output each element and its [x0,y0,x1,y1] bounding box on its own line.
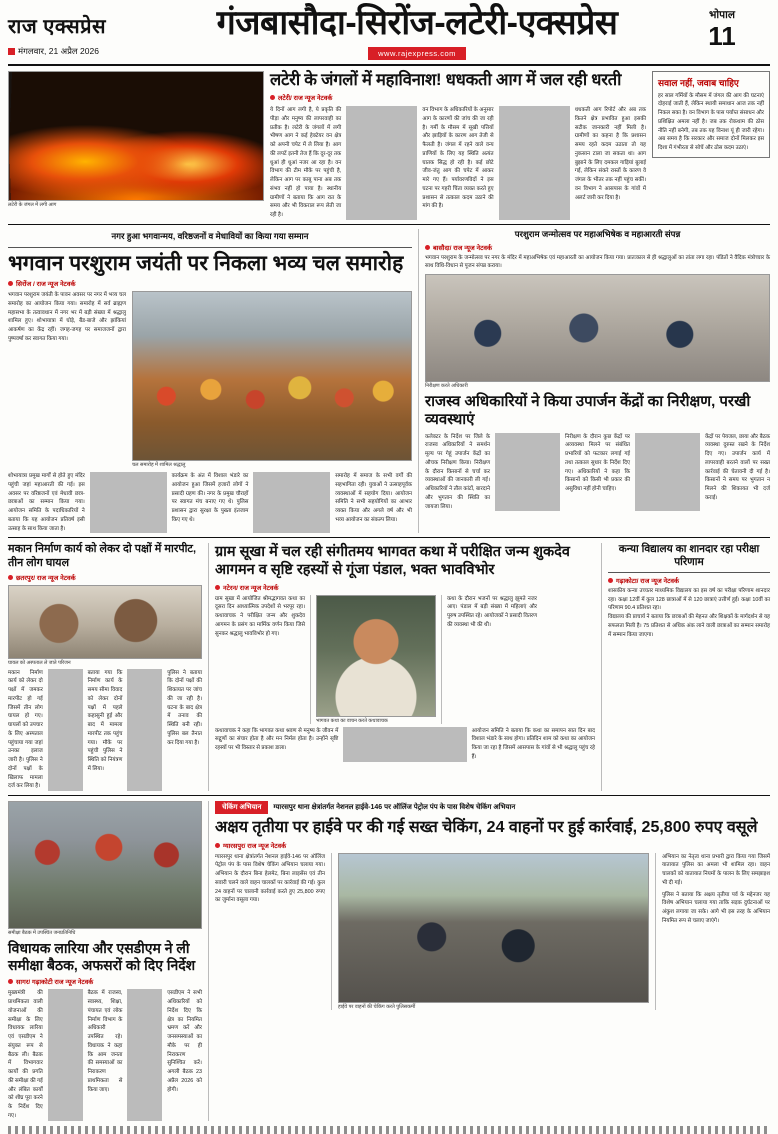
date-marker-icon [8,48,15,55]
rajasva-columns [425,433,770,512]
byline-dot-icon [425,245,430,250]
checking-col-2b: पुलिस ने बताया कि अक्षय तृतीया पर्व के मद्देनजर यह विशेष अभियान चलाया गया ताकि सड़क दुर्घटनाओं पर अंकुश लगाया जा सके। आगे भी इस तरह के अभियान नियमित रूप से चलाए जाएंगे। [662,891,770,924]
bottom-registration-band [8,1126,770,1134]
checking-byline [215,841,770,850]
parshuram-kicker: नगर हुआ भगवान्मय, वरिष्ठजनों व मेधावियों का किया गया सम्मान [111,230,309,241]
rajasva-photo-caption: निरीक्षण करते अधिकारी [425,383,468,390]
makan-col-2: बताया गया कि निर्माण कार्य के समय सीमा विवाद को लेकर दोनों पक्षों में पहले कहासुनी हुई और बाद में मामला मारपीट तक पहुंच गया। मौके पर पहुंची पुलिस ने स्थिति को नियंत्रण में लिया। [87,669,123,772]
makan-story [8,543,202,791]
katha-body [215,595,595,724]
parshuram-col-3: कार्यक्रम के अंत में विशाल भंडारे का आयोजन हुआ जिसमें हजारों लोगों ने प्रसादी ग्रहण की। नगर के प्रमुख चौराहों पर स्वागत मंच बनाए गए थे। पुलिस प्रशासन द्वारा सुरक्षा के पुख्ता इंतजाम किए गए थे। [171,473,249,523]
kanya-headline: कन्या विद्यालय का शानदार रहा परीक्षा परिणाम [618,543,760,569]
publication-date [8,46,160,57]
rajasva-col-1: कलेक्टर के निर्देश पर जिले के राजस्व अधिकारियों ने समर्थन मूल्य पर गेहूं उपार्जन केंद्रों का औचक निरीक्षण किया। निरीक्षण के दौरान किसानों से चर्चा कर व्यवस्थाओं की जानकारी ली गई। अधिकारियों ने तौल कांटों, बारदाने और भुगतान की स्थिति का जायजा लिया। [425,433,490,510]
makan-headline: मकान निर्माण कार्य को लेकर दो पक्षों में मारपीट, तीन लोग घायल [8,543,197,569]
vidhayak-photo-caption: समीक्षा बैठक में उपस्थित जनप्रतिनिधि [8,930,76,937]
byline-dot-icon [270,95,275,100]
katha-lower-columns [215,727,595,762]
lead-photo-wrap [8,71,264,220]
checking-photo-wrap [338,853,649,1010]
third-band [8,543,770,791]
parshuram-photo-caption: चल समारोह में शामिल श्रद्धालु [132,462,186,469]
vidhayak-col-3: एसडीएम ने सभी अधिकारियों को निर्देश दिए कि क्षेत्र का नियमित भ्रमण करें और जनसमस्याओं का मौके पर ही निराकरण सुनिश्चित करें। अगली बैठक 23 अप्रैल 2026 को होगी। [167,990,202,1093]
katha-photo-caption: भागवत कथा का वाचन करते कथावाचक [316,717,388,724]
second-band [8,229,770,533]
rajasva-kicker: परशुराम जन्मोत्सव पर महाअभिषेक व महाआरती संपन्न [514,228,681,239]
parshuram-headline: भगवान परशुराम जयंती पर निकला भव्य चल समारोह [8,251,404,275]
parshuram-photo-wrap [132,291,412,468]
edition-title: गंजबासौदा-सिरोंज-लटेरी-एक्सप्रेस [216,4,618,42]
katha-headline: ग्राम सूखा में चल रही संगीतमय भागवत कथा में परीक्षित जन्म शुकदेव आगमन व सृष्टि रहस्यों से गूंजा पंडाल, भक्त भावविभोर [215,544,570,579]
byline-dot-icon [215,585,220,590]
katha-story [215,543,595,791]
checking-col-2 [662,853,770,1010]
rajasva-photo [425,274,770,382]
vidhayak-photo [8,801,202,929]
makan-byline-text: छतरपुर/ राज न्यूज नेटवर्क [16,574,76,582]
parshuram-body [8,291,412,468]
kanya-col-2: विद्यालय की प्राचार्य ने बताया कि छात्राओं की मेहनत और शिक्षकों के मार्गदर्शन से यह सफलता मिली है। 75 प्रतिशत से अधिक अंक लाने वाली छात्राओं का सम्मान समारोह में सम्मान किया जाएगा। [608,614,770,638]
makan-col-3: पुलिस ने बताया कि दोनों पक्षों की शिकायत पर जांच की जा रही है। घटना के बाद क्षेत्र में तनाव की स्थिति बनी रही। पुलिस बल तैनात कर दिया गया है। [167,669,202,746]
lead-byline-text: लटेरी/ राज न्यूज नेटवर्क [278,95,333,103]
kanya-byline-text: गढ़ाकोटा/ राज न्यूज नेटवर्क [616,577,680,585]
website-url[interactable]: www.rajexpress.com [368,47,466,60]
lead-columns [270,106,646,220]
vidhayak-byline-text: सागर/ गढ़ाकोटी राज न्यूज नेटवर्क [16,979,94,987]
quote-box-title: सवाल नहीं, जवाब चाहिए [658,77,739,88]
byline-dot-icon [8,575,13,580]
rajasva-byline-text: बासौदा/ राज न्यूज नेटवर्क [433,244,492,252]
lead-col-3: धधकती आग रिपोर्ट और अब तक कितने क्षेत्र प्रभावित हुआ इसकी सटीक जानकारी नहीं मिली है। ग्रामीणों का कहना है कि प्रशासन समय रहते कदम उठाता तो यह नुकसान टाला जा सकता था। आग बुझाने के लिए दमकल गाड़ियां बुलाई गईं, लेकिन संकरे रास्तों के कारण वे जंगल के भीतर तक नहीं पहुंच सकीं। वन विभाग ने आसपास के गांवों में अलर्ट जारी कर दिया है। [574,107,647,201]
parshuram-byline-text: सिरोंज / राज न्यूज नेटवर्क [16,281,76,289]
katha-byline-text: नटेरन/ राज न्यूज नेटवर्क [223,584,279,592]
katha-col-3: कथावाचक ने कहा कि भागवत कथा श्रवण से मनुष्य के जीवन में सद्गुणों का संचार होता है और मन निर्मल होता है। उन्होंने सृष्टि रहस्यों पर भी विस्तार से प्रकाश डाला। [215,727,339,752]
makan-photo [8,585,202,659]
lead-col-1: ये दिनों आग लगी है, ये प्रकृति की पीड़ा और मनुष्य की लापरवाही का प्रतीक है। लटेरी के जंगलों में लगी भीषण आग ने कई हेक्टेयर वन क्षेत्र को अपनी चपेट में ले लिया है। आग की लपटें इतनी तेज हैं कि दूर-दूर तक धुआं ही धुआं नजर आ रहा है। वन विभाग की टीम मौके पर पहुंची है, लेकिन आग पर काबू पाना अब तक संभव नहीं हो पाया है। स्थानीय ग्रामीणों ने बताया कि आग रात के समय और भी विकराल रूप लेती जा रही है। [270,107,342,219]
page-number: 11 [708,21,736,51]
katha-photo-wrap [316,595,436,724]
kanya-byline [608,576,770,585]
masthead-right [674,6,770,49]
quote-box-text: हर साल गर्मियों के मौसम में जंगल की आग की घटनाएं दोहराई जाती हैं, लेकिन स्थायी समाधान आज तक नहीं निकल सका है। वन विभाग के पास पर्याप्त संसाधन और प्रशिक्षित अमला नहीं है। जब तक रोकथाम की ठोस नीति नहीं बनेगी, तब तक यह विनाश यूं ही जारी रहेगा। अब समय है कि सरकार और समाज दोनों मिलकर इस दिशा में गंभीरता से सोचें और ठोस कदम उठाएं। [658,92,764,152]
publication-logo: राज एक्सप्रेस [8,16,107,38]
rajasva-kicker-body: भगवान परशुराम के जन्मोत्सव पर नगर के मंदिर में महाअभिषेक एवं महाआरती का आयोजन किया गया। प्रातःकाल से ही श्रद्धालुओं का तांता लगा रहा। पंडितों ने वैदिक मंत्रोच्चार के साथ विधि-विधान से पूजन संपन्न कराया। [425,254,770,270]
lead-text-block [270,71,646,220]
checking-photo-caption: हाईवे पर वाहनों की चेकिंग करते पुलिसकर्मी [338,1003,416,1010]
vidhayak-col-2: बैठक में राजस्व, स्वास्थ्य, शिक्षा, पंचायत एवं लोक निर्माण विभाग के अधिकारी उपस्थित रहे। विधायक ने कहा कि आम जनता की समस्याओं का निराकरण प्राथमिकता से किया जाए। [87,990,123,1093]
parshuram-col-2: शोभायात्रा प्रमुख मार्गों से होते हुए मंदिर पहुंची जहां महाआरती की गई। इस अवसर पर वरिष्ठजनों एवं मेधावी छात्र-छात्राओं का सम्मान किया गया। आयोजन समिति के पदाधिकारियों ने बताया कि यह आयोजन प्रतिवर्ष इसी उत्साह के साथ किया जाता है। [8,473,85,532]
checking-photo [338,853,649,1003]
checking-headline: अक्षय तृतीया पर हाईवे पर की गई सख्त चेकिंग, 24 वाहनों पर हुई कार्रवाई, 25,800 रुपए वसूले [215,819,758,837]
vidhayak-columns [8,989,202,1120]
katha-byline [215,583,595,592]
kanya-col-1: शासकीय कन्या उच्चतर माध्यमिक विद्यालय का इस वर्ष का परीक्षा परिणाम शानदार रहा। कक्षा 12वीं में कुल 128 छात्राओं में से 120 छात्राएं उत्तीर्ण हुईं। कक्षा 10वीं का परिणाम 90.4 प्रतिशत रहा। [608,587,770,612]
fourth-band [8,801,770,1120]
vidhayak-story [8,801,202,1120]
date-text: मंगलवार, 21 अप्रैल 2026 [18,46,99,56]
checking-col-2a: अभियान का नेतृत्व थाना प्रभारी द्वारा किया गया जिसमें यातायात पुलिस का अमला भी शामिल रहा। वाहन चालकों को यातायात नियमों के पालन के लिए समझाइश भी दी गई। [662,853,770,886]
quote-box [652,71,770,158]
parshuram-photo [132,291,412,461]
vidhayak-byline [8,977,202,986]
makan-columns [8,669,202,792]
katha-col-4: आयोजन समिति ने बताया कि कथा का समापन सात दिन बाद विशाल भंडारे के साथ होगा। प्रतिदिन शाम को कथा का आयोजन किया जा रहा है जिसमें आसपास के गांवों से भी श्रद्धालु पहुंच रहे हैं। [471,727,595,760]
masthead-left [8,6,160,57]
lead-photo [8,71,264,201]
parshuram-col-4: समारोह में समाज के सभी वर्गों की सहभागिता रही। युवाओं ने उत्साहपूर्वक व्यवस्थाओं में सहयोग दिया। आयोजन समिति ने सभी सहयोगियों का आभार व्यक्त किया और अगले वर्ष और भी भव्य आयोजन का संकल्प लिया। [335,473,412,523]
byline-dot-icon [8,281,13,286]
katha-photo [316,595,436,717]
byline-dot-icon [8,979,13,984]
lead-story [8,71,770,220]
katha-col-2: कथा के दौरान भजनों पर श्रद्धालु झूमते नजर आए। पंडाल में बड़ी संख्या में महिलाएं और पुरुष उपस्थित रहे। आयोजकों ने प्रसादी वितरण की व्यवस्था भी की थी। [447,595,537,628]
katha-col-1: ग्राम सूखा में आयोजित श्रीमद्भागवत कथा का दूसरा दिन आध्यात्मिक उपदेशों से भरपूर रहा। कथावाचक ने परीक्षित जन्म और शुकदेव आगमन के प्रसंग का मार्मिक वर्णन किया जिसे सुनकर श्रद्धालु भावविभोर हो गए। [215,595,305,637]
masthead [8,6,770,66]
lead-sidebar [652,71,770,220]
checking-tag: चेकिंग अभियान [215,801,268,814]
byline-dot-icon [608,578,613,583]
parshuram-story [8,229,412,533]
masthead-center [160,6,674,61]
vidhayak-col-1: मुख्यमंत्री की प्राथमिकता वाली योजनाओं की समीक्षा के लिए विधायक लारिया एवं एसडीएम ने संयुक्त रूप से बैठक ली। बैठक में विभागवार कार्यों की प्रगति की समीक्षा की गई और लंबित कार्यों को शीघ्र पूरा करने के निर्देश दिए गए। [8,990,43,1119]
lead-byline [270,93,646,102]
makan-photo-caption: घायल को अस्पताल ले जाते परिजन [8,659,71,666]
lead-col-2: वन विभाग के अधिकारियों के अनुसार आग के कारणों की जांच की जा रही है। गर्मी के मौसम में सूखी पत्तियों और झाड़ियों के कारण आग तेजी से फैलती है। जंगल में रहने वाले वन्य प्राणियों के लिए यह स्थिति अत्यंत घातक सिद्ध हो रही है। कई छोटे जीव-जंतु आग की चपेट में आकर मारे गए हैं। पर्यावरणविदों ने इस घटना पर गहरी चिंता व्यक्त करते हुए प्रशासन से तत्काल कदम उठाने की मांग की है। [422,107,494,210]
rajasva-col-3: केंद्रों पर पेयजल, छाया और बैठक व्यवस्था दुरुस्त रखने के निर्देश दिए गए। उपार्जन कार्य में लापरवाही बरतने वालों पर सख्त कार्रवाई की चेतावनी दी गई है। किसानों ने समय पर भुगतान न मिलने की शिकायत भी दर्ज कराई। [705,433,770,501]
parshuram-byline [8,279,412,288]
rajasva-col-2: निरीक्षण के दौरान कुछ केंद्रों पर अव्यवस्था मिलने पर संबंधित प्रभारियों को फटकार लगाई गई तथा तत्काल सुधार के निर्देश दिए गए। अधिकारियों ने कहा कि किसानों को किसी भी प्रकार की असुविधा नहीं होनी चाहिए। [565,433,630,493]
lead-headline: लटेरी के जंगलों में महाविनाश! धधकती आग में जल रही धरती [270,70,622,89]
makan-byline [8,573,202,582]
checking-byline-text: ग्यारसपुर/ राज न्यूज नेटवर्क [223,842,287,850]
makan-col-1: मकान निर्माण कार्य को लेकर दो पक्षों में जमकर मारपीट हो गई जिसमें तीन लोग घायल हो गए। घायलों को उपचार के लिए अस्पताल पहुंचाया गया जहां उनका इलाज जारी है। पुलिस ने दोनों पक्षों के खिलाफ मामला दर्ज कर लिया है। [8,669,43,790]
checking-tagline: ग्यारसपुर थाना क्षेत्रांतर्गत नेशनल हाईवे-146 पर ऑलिंज पेट्रोल पंप के पास विशेष चेकिंग अभियान [273,804,516,812]
checking-body [215,853,770,1010]
kanya-story [608,543,770,791]
rajasva-story [425,229,770,533]
checking-story [215,801,770,1120]
parshuram-col-1: भगवान परशुराम जयंती के पावन अवसर पर नगर में भव्य चल समारोह का आयोजन किया गया। समारोह में सर्व ब्राह्मण महासभा के तत्वावधान में नगर भर में बड़ी संख्या में श्रद्धालु शामिल हुए। शोभायात्रा में घोड़े, बैंड-बाजे और झांकियां आकर्षण का केंद्र रहीं। जगह-जगह पर समाजजनों द्वारा पुष्पवर्षा कर स्वागत किया गया। [8,292,126,342]
checking-col-1: ग्यारसपुर थाना क्षेत्रांतर्गत नेशनल हाईवे-146 पर ऑलिंज पेट्रोल पंप के पास विशेष चेकिंग अभियान चलाया गया। अभियान के दौरान बिना हेलमेट, बिना लाइसेंस एवं तीन सवारी चलने वाले वाहन चालकों पर कार्रवाई की गई। कुल 24 वाहनों पर चालानी कार्रवाई करते हुए 25,800 रुपए का जुर्माना वसूला गया। [215,853,325,904]
byline-dot-icon [215,843,220,848]
city-label: भोपाल [709,9,735,21]
rajasva-byline [425,243,770,252]
rajasva-headline: राजस्व अधिकारियों ने किया उपार्जन केंद्रों का निरीक्षण, परखी व्यवस्थाएं [425,393,751,429]
checking-tagbar [215,801,770,814]
lead-photo-caption: लटेरी के जंगल में लगी आग [8,201,57,208]
vidhayak-headline: विधायक लारिया और एसडीएम ने ली समीक्षा बैठक, अफसरों को दिए निर्देश [8,940,196,974]
parshuram-lower-columns [8,472,412,533]
